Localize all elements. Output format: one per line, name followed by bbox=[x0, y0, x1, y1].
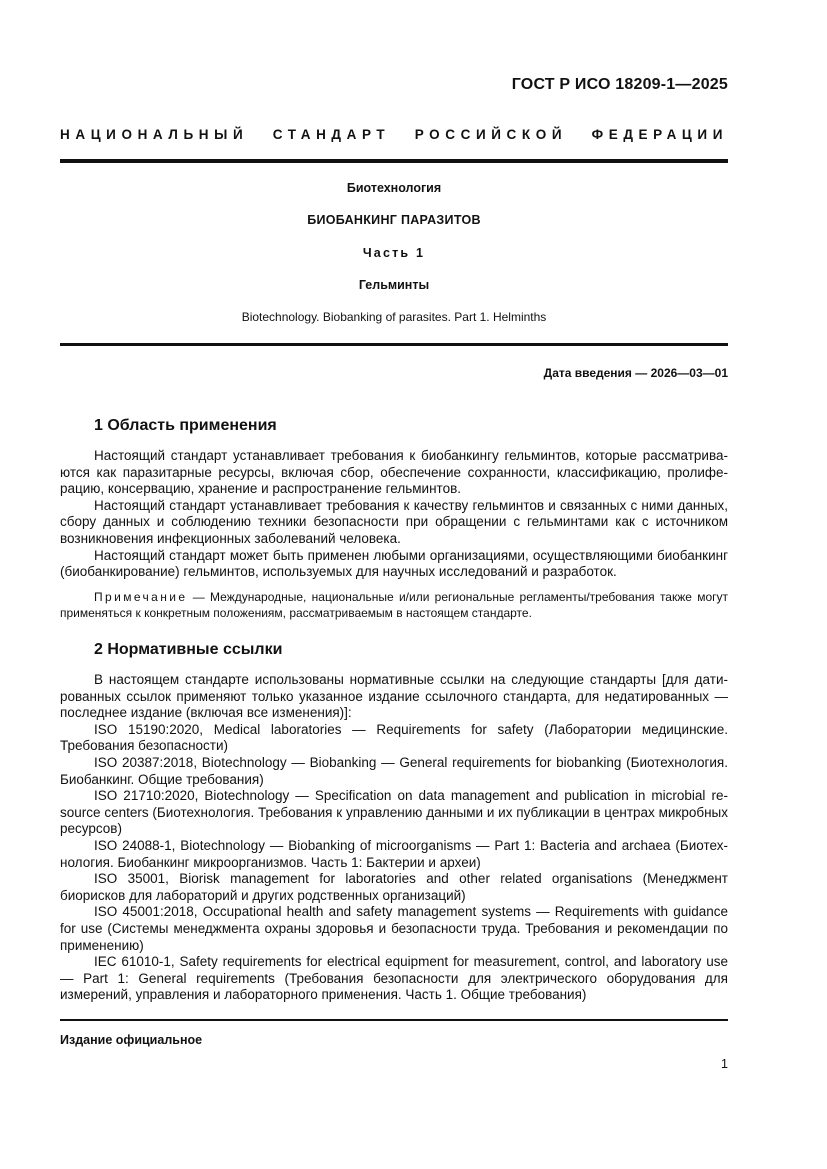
paragraph: Настоящий стандарт устанавливает требования к качеству гельминтов и связанных с ними данных, сбору данных и соблюдению техники безопасности при обращении с гельминтами как с источником возникновения инфекционных заболеваний человека. bbox=[60, 497, 728, 546]
document-code: ГОСТ Р ИСО 18209-1—2025 bbox=[511, 76, 728, 93]
reference-item: ISO 15190:2020, Medical laboratories — Requirements for safety (Лаборатории медицинские. Требования безопасности) bbox=[60, 721, 728, 754]
reference-item: ISO 24088-1, Biotechnology — Biobanking of microorganisms — Part 1: Bacteria and archaea (Биотехнология. Биобанкинг микроорганизмов. Часть 1: Бактерии и археи) bbox=[60, 837, 728, 870]
section-2-heading: 2 Нормативные ссылки bbox=[94, 641, 283, 658]
footer-divider bbox=[60, 1019, 728, 1021]
page-number: 1 bbox=[721, 1057, 728, 1071]
title-english: Biotechnology. Biobanking of parasites. Part 1. Helminths bbox=[241, 310, 547, 324]
note-label: Примечание bbox=[94, 590, 188, 604]
title-main: БИОБАНКИНГ ПАРАЗИТОВ bbox=[307, 213, 481, 227]
reference-item: IEC 61010-1, Safety requirements for electrical equipment for measurement, control, and laboratory use — Part 1: General requirements (Требования безопасности для электрического оборудования для измерений, управления и лабораторного применения. Часть 1. Общие требования) bbox=[60, 954, 728, 1003]
introduction-date: Дата введения — 2026—03—01 bbox=[543, 366, 728, 380]
title-field: Биотехнология bbox=[346, 181, 442, 195]
note-text: — Международные, национальные и/или региональные регламенты/требования также могут применяться к конкретным положениям, рассматриваемым в настоящем стандарте. bbox=[60, 590, 728, 620]
paragraph: Настоящий стандарт устанавливает требования к биобанкингу гельминтов, которые рассматриваются как паразитарные ресурсы, включая сбор, обеспечение сохранности, классификацию, пролиферацию, консервацию, хранение и распространение гельминтов. bbox=[60, 448, 728, 497]
title-part: Часть 1 bbox=[362, 246, 426, 260]
paragraph: В настоящем стандарте использованы нормативные ссылки на следующие стандарты [для датированных ссылок применяют только указанное издание ссылочного стандарта, для недатированных — последнее издание (включая все изменения)]: bbox=[60, 672, 728, 721]
section-1-body bbox=[60, 448, 728, 581]
paragraph: Настоящий стандарт может быть применен любыми организациями, осуществляющими биобанкинг (биобанкирование) гельминтов, используемых для научных исследований и разработок. bbox=[60, 547, 728, 580]
section-1-note bbox=[60, 590, 728, 621]
national-standard-banner: НАЦИОНАЛЬНЫЙ СТАНДАРТ РОССИЙСКОЙ ФЕДЕРАЦИИ bbox=[60, 127, 728, 142]
title-divider bbox=[60, 343, 728, 346]
reference-item: ISO 45001:2018, Occupational health and safety management systems — Requirements with guidance for use (Системы менеджмента охраны здоровья и безопасности труда. Требования и рекомендации по применению) bbox=[60, 904, 728, 953]
section-2-body bbox=[60, 672, 728, 1004]
official-edition-label: Издание официальное bbox=[60, 1033, 203, 1047]
section-1-heading: 1 Область применения bbox=[94, 417, 277, 434]
title-subtitle: Гельминты bbox=[358, 278, 430, 292]
reference-item: ISO 21710:2020, Biotechnology — Specification on data management and publication in microbial resource centers (Биотехнология. Требования к управлению данными и их публикации в центрах микробных ресурсов) bbox=[60, 788, 728, 837]
header-divider bbox=[60, 159, 728, 163]
reference-item: ISO 20387:2018, Biotechnology — Biobanking — General requirements for biobanking (Биотехнология. Биобанкинг. Общие требования) bbox=[60, 754, 728, 787]
reference-item: ISO 35001, Biorisk management for laboratories and other related organisations (Менеджмент биорисков для лабораторий и других родственных организаций) bbox=[60, 871, 728, 903]
